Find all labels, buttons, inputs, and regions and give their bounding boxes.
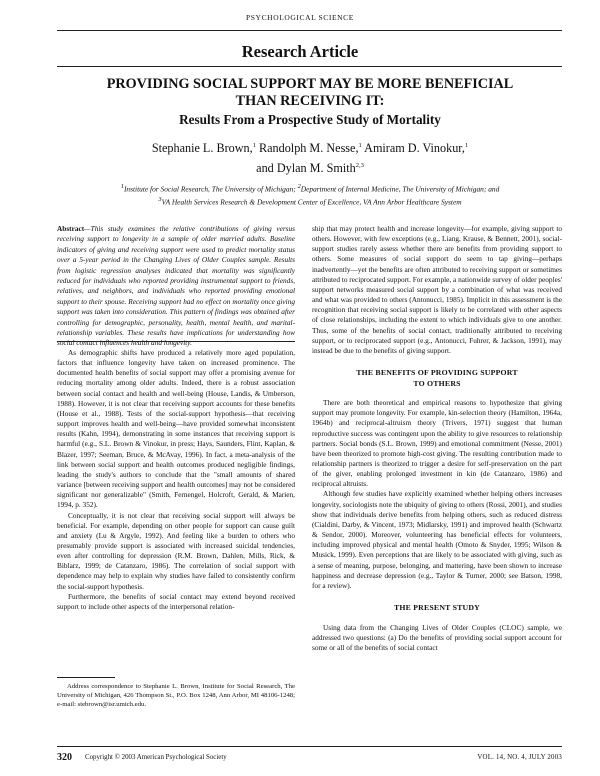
- affiliations: [60, 182, 560, 208]
- volume-info: VOL. 14, NO. 4, JULY 2003: [477, 754, 562, 761]
- author-name: Randolph M. Nesse,: [258, 141, 359, 156]
- abstract-text: —This study examines the relative contributions of giving versus receiving support to longevity in a sample of older married adults. Baseline indicators of giving and receiving support were used to predict mortality status over a 5-year period in the Changing Lives of Older Couples sample. Results from logistic regression analyses indicated that mortality was significantly reduced for individuals who reported providing instrumental support to friends, relatives, and neighbors, and individuals who reported providing emotional support to their spouse. Receiving support had no effect on mortality once giving support was taken into consideration. This pattern of findings was obtained after controlling for demographic, personality, health, mental health, and marital-relationship variables. These results have implications for understanding how social contact influences health and longevity.: [57, 224, 295, 348]
- correspondence-note: [57, 682, 295, 710]
- body-left-column: [57, 348, 295, 612]
- header-rule: [57, 30, 562, 31]
- body-paragraph: Furthermore, the benefits of social contact may extend beyond received support to include other aspects of the interpersonal relation-: [57, 591, 295, 611]
- section-heading-line-1: THE BENEFITS OF PROVIDING SUPPORT: [356, 368, 518, 378]
- footer-rule: [57, 746, 562, 747]
- article-type: Research Article: [241, 42, 359, 61]
- article-subtitle: Results From a Prospective Study of Mortality: [179, 112, 441, 127]
- affiliation-2: Department of Internal Medicine, The University of Michigan; and: [300, 184, 500, 194]
- body-paragraph: Although few studies have explicitly examined whether helping others increases longevity, sociologists note the ubiquity of giving to others (Rossi, 2001), and studies show that individuals derive benefits from helping others, such as reduced distress (Cialdini, Darby, & Vincent, 1973; Midlarsky, 1991) and improved health (Schwartz & Sendor, 2000). Moreover, volunteering has beneficial effects for volunteers, including improved physical and mental health (Omoto & Snyder, 1995; Wilson & Musick, 1999). Even perceptions that are likely to be associated with giving, such as a sense of meaning, purpose, belonging, and mattering, have been shown to increase happiness and decrease depression (e.g., Taylor & Turner, 2000; see Batson, 1998, for a review).: [312, 489, 562, 590]
- page-number: 320: [57, 752, 72, 763]
- copyright-notice: Copyright © 2003 American Psychological Society: [85, 754, 227, 761]
- body-paragraph: There are both theoretical and empirical reasons to hypothesize that giving support may promote longevity. For example, kin-selection theory (Hamilton, 1964a, 1964b) and reciprocal-altruism theory (Trivers, 1971) suggest that human reproductive success was contingent upon the ability to give resources to relationship partners. Social bonds (S.L. Brown, 1999) and emotional commitment (Nesse, 2001) have been theorized to promote high-cost giving. The resulting contribution made to relationship partners is theorized to trigger a desire for self-preservation on the part of the giver, enabling prolonged investment in kin (de Catanzaro, 1986) and reciprocal altruists.: [312, 398, 562, 489]
- title-line-2: THAN RECEIVING IT:: [235, 92, 385, 109]
- body-paragraph: ship that may protect health and increase longevity—for example, giving support to others. However, with few exceptions (e.g., Liang, Krause, & Bennett, 2001), social-support studies rarely assess whether there are benefits from providing support to others. Some measures of social support do seem to tap giving—perhaps inadvertently—yet the benefits are often attributed to receiving support or sometimes attributed to reciprocated support. For example, a nationwide survey of older peoples' support networks measured social support by a combination of what was received and what was provided to others (Antonucci, 1985). Implicit in this assessment is the recognition that receiving social support is likely to be correlated with other aspects of close relationships, including the extent to which individuals give to one another. Thus, some of the benefits of social contact, traditionally attributed to receiving support, or to reciprocated support (e.g., Antonucci, Fuhrer, & Jackson, 1991), may instead be due to the benefits of giving support.: [312, 224, 562, 355]
- affiliation-1: Institute for Social Research, The University of Michigan;: [123, 184, 296, 194]
- journal-name: PSYCHOLOGICAL SCIENCE: [246, 13, 354, 22]
- body-right-column: [312, 224, 562, 653]
- author-name: Stephanie L. Brown,: [151, 141, 253, 156]
- affiliation-3: VA Health Services Research & Development Center of Excellence, VA Ann Arbor Healthcare System: [161, 197, 462, 207]
- section-heading: [312, 368, 562, 389]
- body-paragraph: As demographic shifts have produced a relatively more aged population, factors that influence longevity have taken on increased prominence. The documented health benefits of social support may offer a promising avenue for reducing mortality among older adults. Indeed, there is a robust association between social contact and health and well-being (House, Landis, & Umberson, 1988). However, it is not clear that receiving support accounts for these benefits (House et al., 1988). Tests of the social-support hypothesis—that receiving support improves health and well-being—have provided somewhat inconsistent results (Kahn, 1994), demonstrating in some instances that receiving support is harmful (e.g., S.L. Brown & Vinokur, in press; Hays, Saunders, Flint, Kaplan, & Blazer, 1997; Seeman, Bruce, & McAvay, 1996). In fact, a meta-analysis of the link between social support and health outcomes produced negligible findings, leading the study's authors to conclude that the "small amounts of shared variance [between receiving support and health outcomes] may not be considered significant nor generalizable" (Smith, Fernengel, Holcroft, Gerald, & Marien, 1994, p. 352).: [57, 348, 295, 510]
- author-affil-mark: 1: [252, 142, 256, 149]
- abstract: [57, 224, 295, 349]
- title-block: [60, 76, 560, 208]
- author-name: Amiram D. Vinokur,: [364, 141, 465, 156]
- body-paragraph: Conceptually, it is not clear that receiving social support will always be beneficial. For example, depending on other people for support can cause guilt and anxiety (Lu & Argyle, 1992). And feeling like a burden to others who presumably provide support is associated with increased suicidal tendencies, even after controlling for depression (R.M. Brown, Dahlen, Mills, Rick, & Biblarz, 1999; de Catanzaro, 1986). The correlation of social support with dependence may help to explain why studies have failed to consistently confirm the social-support hypothesis.: [57, 510, 295, 591]
- abstract-label: Abstract: [57, 224, 85, 233]
- author-list: [60, 137, 560, 177]
- affil-mark: 1: [120, 183, 124, 191]
- author-name: and Dylan M. Smith: [256, 161, 356, 176]
- title-line-1: PROVIDING SOCIAL SUPPORT MAY BE MORE BENEFICIAL: [106, 76, 514, 92]
- author-affil-mark: 1: [358, 142, 362, 149]
- author-affil-mark: 2,3: [355, 162, 364, 170]
- correspondence-text: Address correspondence to Stephanie L. Brown, Institute for Social Research, The University of Michigan, 426 Thompson St., P.O. Box 1248, Ann Arbor, MI 48106-1248; e-mail: stebrown@isr.umich.edu.: [57, 683, 295, 709]
- affil-mark: 2: [297, 183, 301, 191]
- section-heading: THE PRESENT STUDY: [393, 603, 480, 612]
- affil-mark: 3: [158, 196, 162, 204]
- body-paragraph: Using data from the Changing Lives of Older Couples (CLOC) sample, we addressed two questions: (a) Do the benefits of providing social support account for some or all of the benefits of social contact: [312, 622, 562, 652]
- author-affil-mark: 1: [464, 142, 469, 149]
- abstract-rule: [57, 341, 295, 342]
- footnote-rule: [57, 677, 115, 678]
- article-title: [60, 76, 560, 109]
- article-type-rule: [57, 66, 562, 67]
- section-heading-line-2: TO OTHERS: [413, 378, 461, 388]
